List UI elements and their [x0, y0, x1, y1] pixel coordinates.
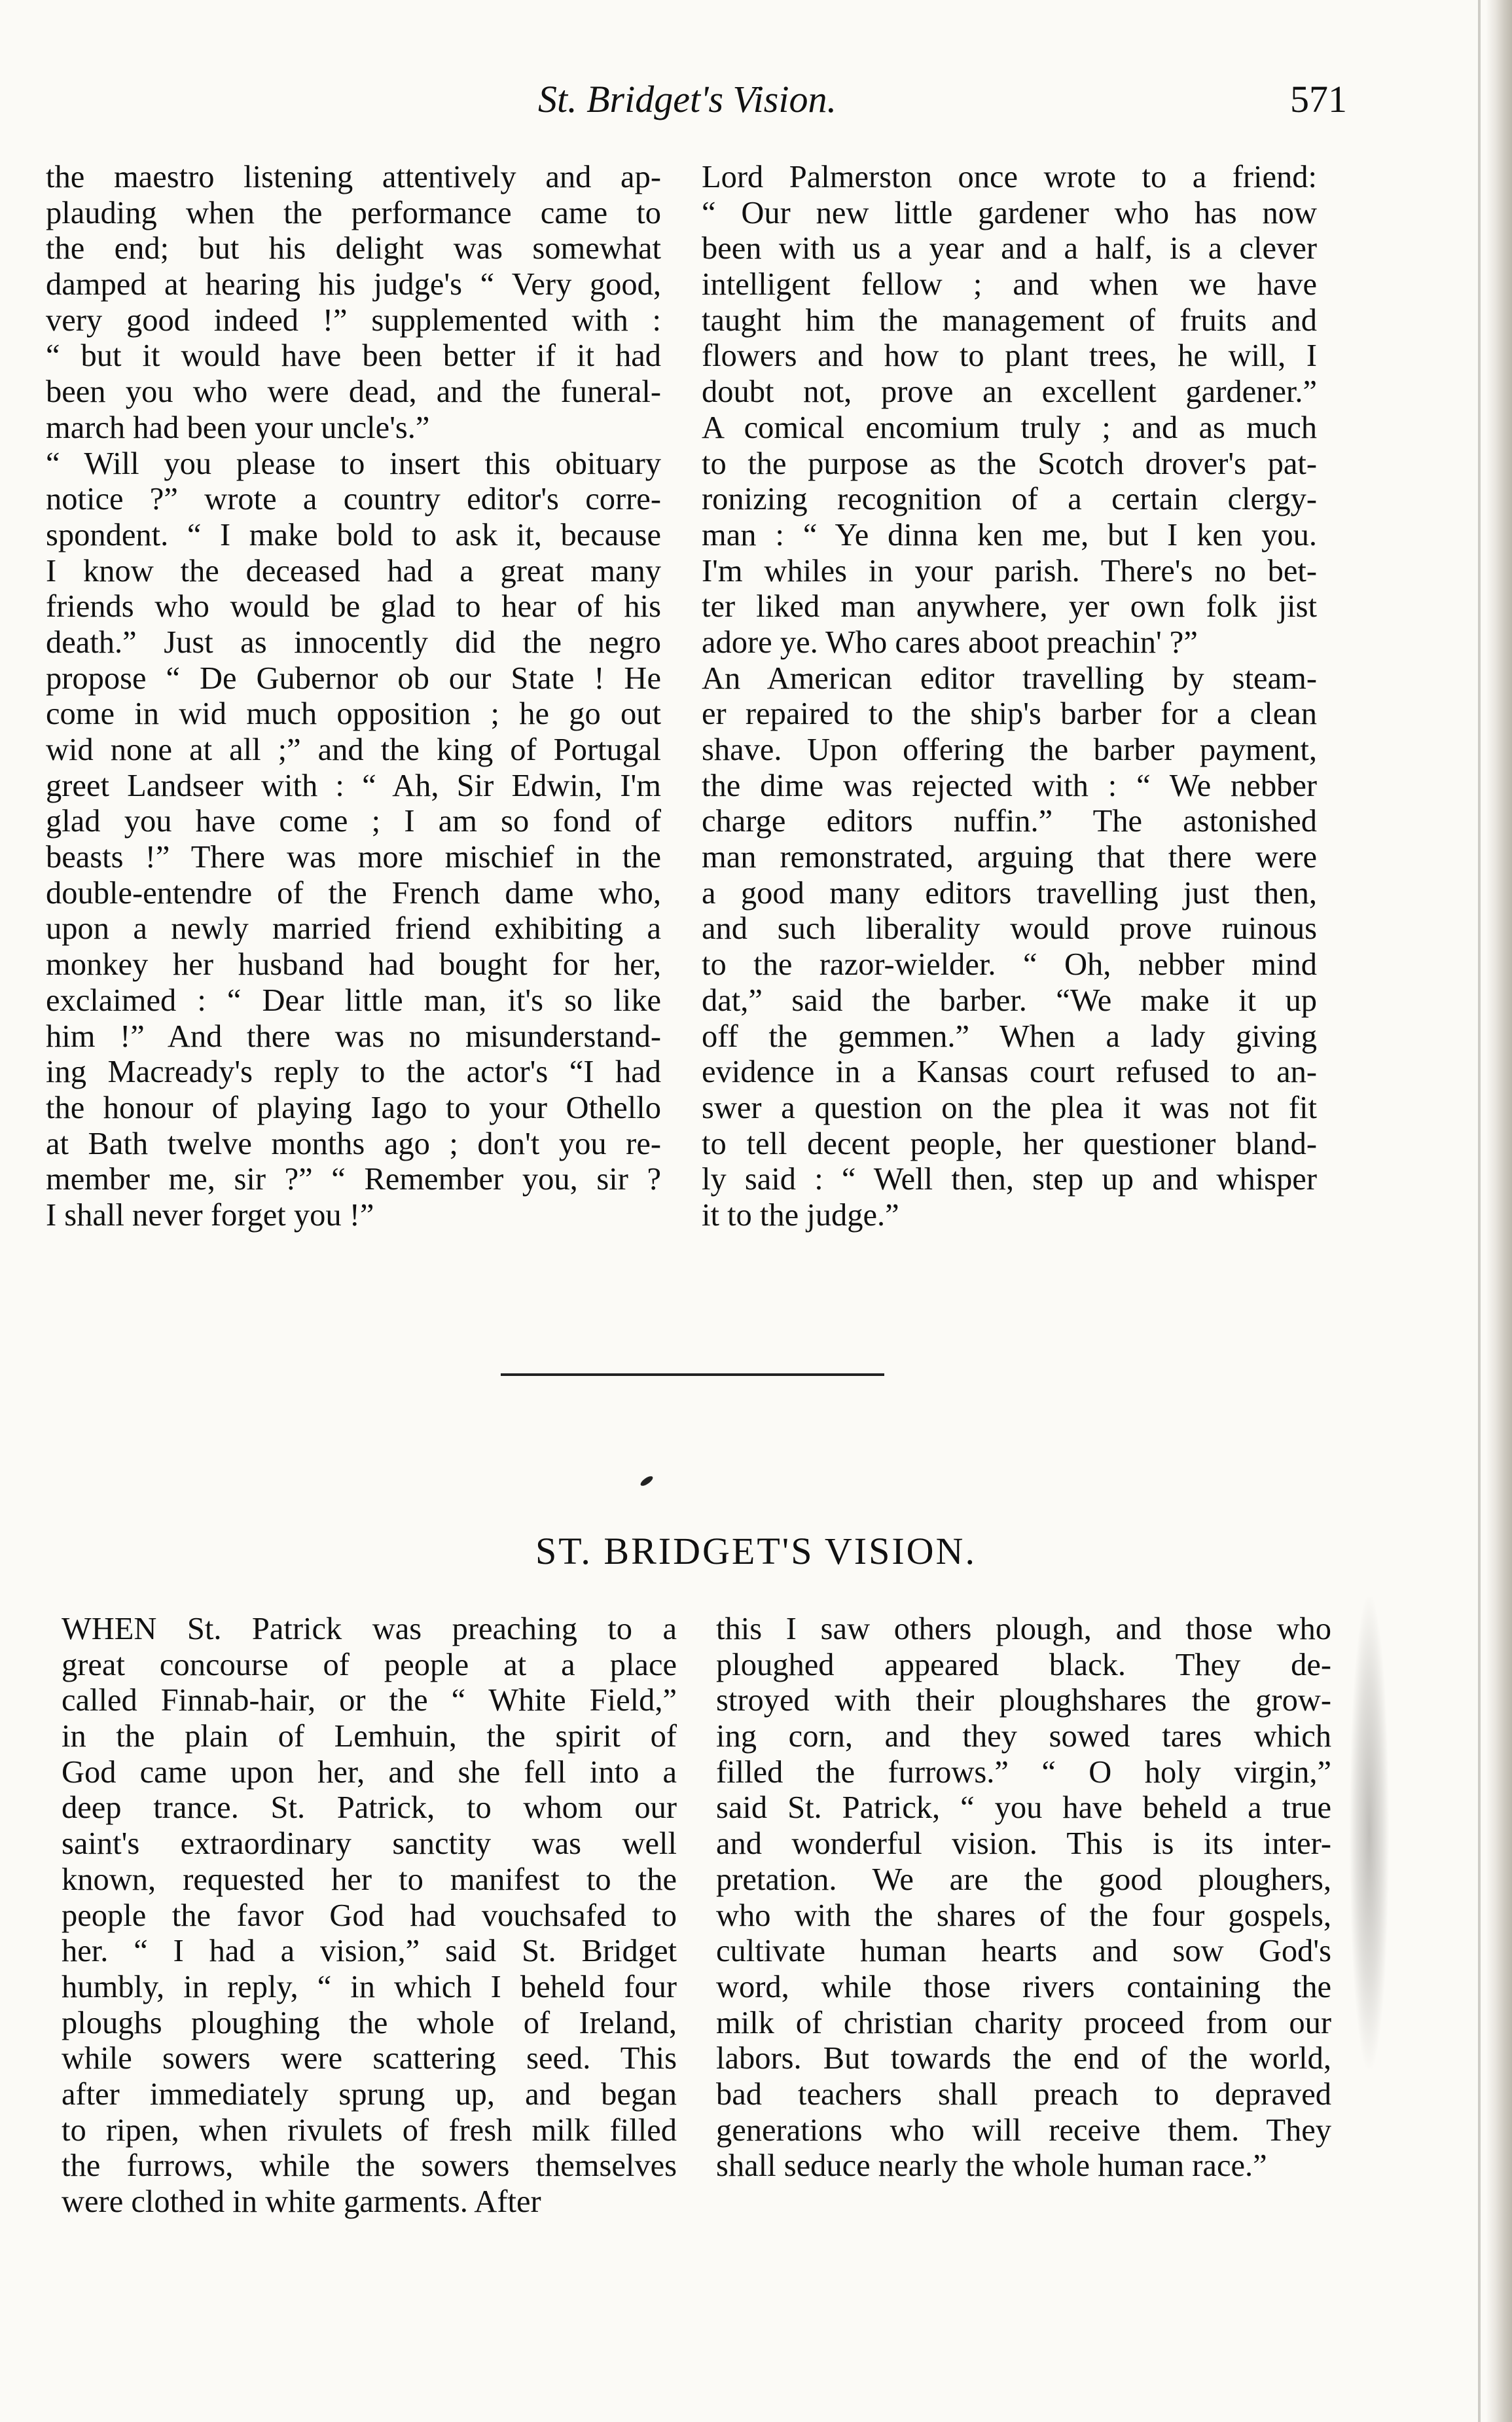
text-line: and wonderful vision. This is its inter- — [716, 1826, 1331, 1862]
text-line: stroyed with their ploughshares the grow- — [716, 1683, 1331, 1718]
text-line: WHEN St. Patrick was preaching to a — [62, 1612, 677, 1646]
page-edge-line — [1478, 0, 1481, 2422]
text-line: come in wid much opposition ; he go out — [46, 696, 661, 732]
page-edge-shadow — [1486, 0, 1512, 2422]
text-line: him !” And there was no misunderstand- — [46, 1019, 661, 1054]
text-line: it to the judge.” — [702, 1197, 899, 1233]
text-line: swer a question on the plea it was not fit — [702, 1090, 1317, 1125]
text-line: A comical encomium truly ; and as much — [702, 410, 1317, 445]
text-line: ing Macready's reply to the actor's “I had — [46, 1055, 661, 1090]
text-line: to the razor-wielder. “ Oh, nebber mind — [702, 947, 1317, 983]
text-line: word, while those rivers containing the — [716, 1969, 1331, 2004]
text-line: shall seduce nearly the whole human race.” — [716, 2148, 1267, 2184]
text-line: doubt not, prove an excellent gardener.” — [702, 374, 1317, 410]
text-line: ing corn, and they sowed tares which — [716, 1719, 1331, 1754]
text-line: evidence in a Kansas court refused to an- — [702, 1055, 1317, 1090]
text-line: were clothed in white garments. After — [62, 2184, 541, 2219]
text-line: while sowers were scattering seed. This — [62, 2041, 677, 2076]
text-line: “ Will you please to insert this obituary — [46, 446, 661, 481]
text-line: shave. Upon offering the barber payment, — [702, 732, 1317, 767]
text-line: this I saw others plough, and those who — [716, 1612, 1331, 1646]
text-line: saint's extraordinary sanctity was well — [62, 1826, 677, 1862]
text-line: to tell decent people, her questioner bland- — [702, 1126, 1317, 1161]
text-line: charge editors nuffin.” The astonished — [702, 804, 1317, 839]
text-line: member me, sir ?” “ Remember you, sir ? — [46, 1162, 661, 1197]
text-line: milk of christian charity proceed from our — [716, 2005, 1331, 2040]
column-right-bottom — [716, 1612, 1331, 2184]
text-line: taught him the management of fruits and — [702, 302, 1317, 338]
text-line: her. “ I had a vision,” said St. Bridget — [62, 1934, 677, 1969]
text-line: death.” Just as innocently did the negro — [46, 624, 661, 660]
text-line: wid none at all ;” and the king of Portugal — [46, 732, 661, 767]
ink-smudge — [1350, 1597, 1389, 2069]
section-divider-rule — [501, 1373, 884, 1376]
text-line: off the gemmen.” When a lady giving — [702, 1019, 1317, 1054]
page-number: 571 — [1290, 78, 1347, 120]
text-line: generations who will receive them. They — [716, 2112, 1331, 2148]
text-line: filled the furrows.” “ O holy virgin,” — [716, 1754, 1331, 1790]
text-line: plauding when the performance came to — [46, 195, 661, 230]
text-line: bad teachers shall preach to depraved — [716, 2076, 1331, 2112]
text-line: monkey her husband had bought for her, — [46, 947, 661, 983]
text-line: called Finnab-hair, or the “ White Field,” — [62, 1683, 677, 1718]
text-line: “ but it would have been better if it had — [46, 338, 661, 374]
text-line: glad you have come ; I am so fond of — [46, 804, 661, 839]
text-line: dat,” said the barber. “We make it up — [702, 983, 1317, 1018]
text-line: I know the deceased had a great many — [46, 553, 661, 588]
text-line: adore ye. Who cares aboot preachin' ?” — [702, 624, 1198, 660]
text-line: upon a newly married friend exhibiting a — [46, 911, 661, 947]
text-line: God came upon her, and she fell into a — [62, 1754, 677, 1790]
text-line: to the purpose as the Scotch drover's pat- — [702, 446, 1317, 481]
text-line: man remonstrated, arguing that there were — [702, 840, 1317, 875]
text-line: notice ?” wrote a country editor's corre- — [46, 482, 661, 517]
text-line: An American editor travelling by steam- — [702, 660, 1317, 696]
text-line: who with the shares of the four gospels, — [716, 1898, 1331, 1933]
text-line: exclaimed : “ Dear little man, it's so like — [46, 983, 661, 1018]
text-line: friends who would be glad to hear of his — [46, 589, 661, 624]
text-line: known, requested her to manifest to the — [62, 1862, 677, 1897]
column-left-bottom — [62, 1612, 677, 2220]
text-line: said St. Patrick, “ you have beheld a true — [716, 1790, 1331, 1826]
text-line: the dime was rejected with : “ We nebber — [702, 768, 1317, 803]
text-line: labors. But towards the end of the world, — [716, 2041, 1331, 2076]
text-line: I'm whiles in your parish. There's no bet- — [702, 553, 1317, 588]
text-line: great concourse of people at a place — [62, 1647, 677, 1682]
text-line: the maestro listening attentively and ap- — [46, 160, 661, 194]
text-line: humbly, in reply, “ in which I beheld four — [62, 1969, 677, 2004]
text-line: man : “ Ye dinna ken me, but I ken you. — [702, 517, 1317, 552]
text-line: deep trance. St. Patrick, to whom our — [62, 1790, 677, 1826]
text-line: double-entendre of the French dame who, — [46, 875, 661, 911]
text-line: a good many editors travelling just then, — [702, 875, 1317, 911]
text-line: in the plain of Lemhuin, the spirit of — [62, 1719, 677, 1754]
text-line: ploughs ploughing the whole of Ireland, — [62, 2005, 677, 2040]
text-line: march had been your uncle's.” — [46, 410, 430, 445]
text-line: Lord Palmerston once wrote to a friend: — [702, 160, 1317, 194]
text-line: cultivate human hearts and sow God's — [716, 1934, 1331, 1969]
text-line: ronizing recognition of a certain clergy- — [702, 482, 1317, 517]
text-line: the honour of playing Iago to your Othello — [46, 1090, 661, 1125]
text-line: intelligent fellow ; and when we have — [702, 267, 1317, 302]
text-line: at Bath twelve months ago ; don't you re- — [46, 1126, 661, 1161]
text-line: spondent. “ I make bold to ask it, because — [46, 517, 661, 552]
text-line: ter liked man anywhere, yer own folk jist — [702, 589, 1317, 624]
text-line: propose “ De Gubernor ob our State ! He — [46, 660, 661, 696]
running-header-title: St. Bridget's Vision. — [538, 78, 837, 120]
text-line: and such liberality would prove ruinous — [702, 911, 1317, 947]
text-line: beasts !” There was more mischief in the — [46, 840, 661, 875]
text-line: been you who were dead, and the funeral- — [46, 374, 661, 410]
text-line: after immediately sprung up, and began — [62, 2076, 677, 2112]
text-line: ploughed appeared black. They de- — [716, 1647, 1331, 1682]
text-line: to ripen, when rivulets of fresh milk filled — [62, 2112, 677, 2148]
text-line: er repaired to the ship's barber for a clean — [702, 696, 1317, 732]
text-line: very good indeed !” supplemented with : — [46, 302, 661, 338]
text-line: the end; but his delight was somewhat — [46, 231, 661, 266]
column-left-top — [46, 160, 661, 1234]
text-line: “ Our new little gardener who has now — [702, 195, 1317, 230]
text-line: I shall never forget you !” — [46, 1197, 374, 1233]
text-line: been with us a year and a half, is a clever — [702, 231, 1317, 266]
text-line: ly said : “ Well then, step up and whisper — [702, 1162, 1317, 1197]
text-line: pretation. We are the good ploughers, — [716, 1862, 1331, 1897]
text-line: people the favor God had vouchsafed to — [62, 1898, 677, 1933]
divider-ornament — [639, 1475, 654, 1488]
text-line: greet Landseer with : “ Ah, Sir Edwin, I'm — [46, 768, 661, 803]
text-line: damped at hearing his judge's “ Very good, — [46, 267, 661, 302]
text-line: flowers and how to plant trees, he will, I — [702, 338, 1317, 374]
text-line: the furrows, while the sowers themselves — [62, 2148, 677, 2184]
article-title: ST. BRIDGET'S VISION. — [535, 1530, 977, 1572]
column-right-top — [702, 160, 1317, 1234]
